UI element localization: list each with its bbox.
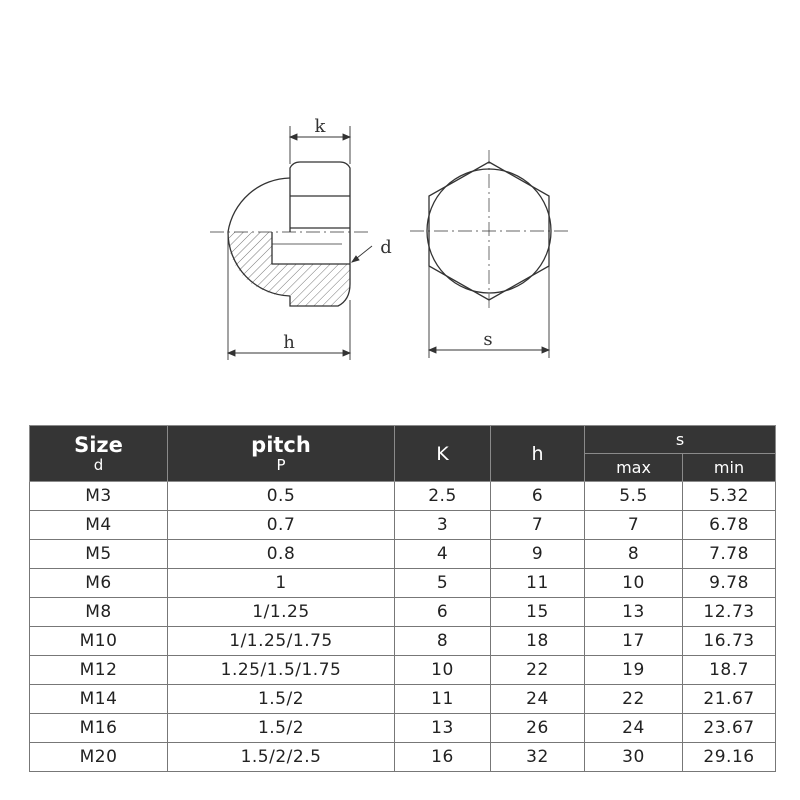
cell-pitch: 1.5/2 [168,714,395,743]
top-view [410,150,568,312]
table-row [30,685,776,714]
cell-h: 22 [491,656,585,685]
cell-h: 11 [491,569,585,598]
cell-s-max: 10 [585,569,683,598]
cell-size: M8 [30,598,168,627]
table-row [30,598,776,627]
table-row [30,482,776,511]
cell-size: M14 [30,685,168,714]
side-view [210,162,372,306]
cell-h: 24 [491,685,585,714]
cell-pitch: 1/1.25 [168,598,395,627]
table-row [30,627,776,656]
cell-s-max: 13 [585,598,683,627]
cell-size: M10 [30,627,168,656]
cell-k: 11 [395,685,491,714]
table-row [30,569,776,598]
cell-size: M20 [30,743,168,772]
table-row [30,511,776,540]
cell-s-min: 7.78 [683,540,776,569]
cell-s-max: 19 [585,656,683,685]
section-hatch [228,232,350,306]
header-size-label: Size [74,432,123,457]
cell-size: M12 [30,656,168,685]
cell-s-max: 24 [585,714,683,743]
cell-size: M3 [30,482,168,511]
label-k: k [314,116,326,137]
label-h: h [283,332,295,353]
table-row [30,743,776,772]
cell-h: 26 [491,714,585,743]
cell-pitch: 1.5/2/2.5 [168,743,395,772]
thread-bore [272,232,350,264]
cell-s-max: 22 [585,685,683,714]
cell-size: M16 [30,714,168,743]
cell-s-min: 6.78 [683,511,776,540]
cell-pitch: 1.5/2 [168,685,395,714]
header-pitch-label: pitch [251,432,311,457]
header-h: h [491,426,585,482]
cell-s-max: 30 [585,743,683,772]
cell-pitch: 0.7 [168,511,395,540]
cell-pitch: 0.8 [168,540,395,569]
cell-s-min: 18.7 [683,656,776,685]
label-s: s [483,329,493,350]
cell-s-max: 7 [585,511,683,540]
cell-pitch: 1/1.25/1.75 [168,627,395,656]
cell-h: 6 [491,482,585,511]
header-size-sub: d [93,455,104,474]
cell-k: 8 [395,627,491,656]
cell-k: 10 [395,656,491,685]
cell-k: 4 [395,540,491,569]
cell-k: 13 [395,714,491,743]
cell-h: 7 [491,511,585,540]
table-row [30,656,776,685]
cell-s-max: 8 [585,540,683,569]
cell-pitch: 1.25/1.5/1.75 [168,656,395,685]
label-d: d [380,237,392,258]
cell-s-min: 5.32 [683,482,776,511]
header-s-min: min [683,454,776,482]
cell-s-min: 12.73 [683,598,776,627]
cell-s-max: 17 [585,627,683,656]
cell-h: 32 [491,743,585,772]
spec-table [29,425,776,772]
cell-size: M4 [30,511,168,540]
cell-k: 3 [395,511,491,540]
header-s: s [585,426,776,454]
cell-size: M5 [30,540,168,569]
header-size [30,426,168,482]
cell-k: 6 [395,598,491,627]
cell-k: 5 [395,569,491,598]
cell-pitch: 0.5 [168,482,395,511]
cell-s-min: 21.67 [683,685,776,714]
dimension-d [352,246,372,262]
cell-k: 16 [395,743,491,772]
cell-s-min: 23.67 [683,714,776,743]
header-pitch-sub: P [276,455,286,474]
header-s-max: max [585,454,683,482]
cell-s-min: 29.16 [683,743,776,772]
table-row [30,714,776,743]
header-k: K [395,426,491,482]
cell-h: 15 [491,598,585,627]
cell-s-min: 9.78 [683,569,776,598]
cell-h: 18 [491,627,585,656]
cell-s-max: 5.5 [585,482,683,511]
header-pitch [168,426,395,482]
cell-s-min: 16.73 [683,627,776,656]
cell-k: 2.5 [395,482,491,511]
table-row [30,540,776,569]
cell-pitch: 1 [168,569,395,598]
cell-h: 9 [491,540,585,569]
cell-size: M6 [30,569,168,598]
